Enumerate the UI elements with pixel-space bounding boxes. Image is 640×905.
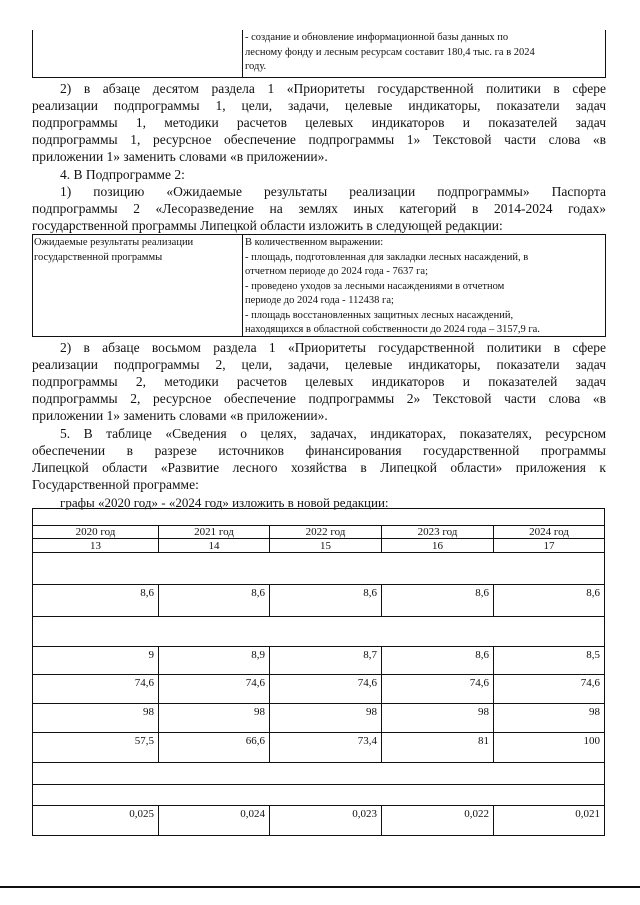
table-cell: 81: [382, 733, 494, 763]
table-cell: 0,021: [494, 806, 605, 836]
year-header: 2021 год: [159, 526, 270, 539]
table-section-row: [33, 763, 605, 785]
table-section-row: [33, 617, 605, 647]
text-line: государственной программы Липецкой области изложить в следующей редакции:: [32, 218, 503, 233]
table-cell: 0,025: [33, 806, 159, 836]
cell-line: В количественном выражении:: [245, 237, 384, 248]
text-line: приложении 1» заменить словами «в приложении».: [32, 149, 328, 164]
cell-line: - создание и обновление информационной базы данных по: [245, 32, 509, 43]
year-header: 2024 год: [494, 526, 605, 539]
table-cell: 100: [494, 733, 605, 763]
text-line: Липецкой области «Развитие лесного хозяйства в Липецкой области» приложения к: [32, 460, 606, 475]
table-cell: 98: [159, 704, 270, 733]
column-number: 14: [159, 539, 270, 553]
paragraph-4: [32, 339, 606, 424]
table-section-row: [33, 553, 605, 585]
text-line: приложении 1» заменить словами «в приложении».: [32, 408, 328, 423]
table-cell: 74,6: [270, 675, 382, 704]
table-cell: [33, 617, 605, 647]
text-line: 1) позицию «Ожидаемые результаты реализации подпрограммы» Паспорта: [60, 184, 606, 199]
text-line: графы «2020 год» - «2024 год» изложить в новой редакции:: [60, 495, 389, 510]
table-row: [33, 675, 605, 704]
text-line: подпрограммы 2, методики расчетов целевых индикаторов и показателей задач: [32, 374, 606, 389]
text-line: подпрограммы 1, ресурсное обеспечение подпрограммы 1» Текстовой части слова «в: [32, 132, 606, 147]
table-cell: 9: [33, 647, 159, 675]
table-cell: 57,5: [33, 733, 159, 763]
column-number: 16: [382, 539, 494, 553]
page-bottom-rule: [0, 886, 640, 888]
table-cell: [33, 785, 605, 806]
table-cell: 8,6: [270, 585, 382, 617]
paragraph-5: [32, 425, 606, 493]
text-line: реализации подпрограммы 2, цели, задачи, целевые индикаторы, показатели задач: [32, 357, 606, 372]
years-table: [32, 508, 605, 836]
table-cell: 74,6: [382, 675, 494, 704]
table-cell: 8,5: [494, 647, 605, 675]
cell-line: - площадь, подготовленная для закладки лесных насаждений, в: [245, 251, 529, 263]
text-line: обеспечении в разрезе источников финансирования государственной программы: [32, 443, 606, 458]
top-table-divider: [242, 30, 243, 77]
table-cell: 0,023: [270, 806, 382, 836]
cell-line: лесному фонду и лесным ресурсам составит 180,4 тыс. га в 2024: [245, 46, 535, 58]
table-cell: 74,6: [33, 675, 159, 704]
passport-table: [32, 234, 606, 337]
cell-line: периоде до 2024 года - 112438 га;: [245, 295, 394, 306]
column-number: 17: [494, 539, 605, 553]
table-cell: [33, 509, 605, 526]
table-cell: 98: [382, 704, 494, 733]
cell-line: - площадь восстановленных защитных лесных насаждений,: [245, 309, 514, 321]
text-line: 2) в абзаце десятом раздела 1 «Приоритеты государственной политики в сфере: [60, 81, 606, 96]
table-row: [33, 647, 605, 675]
table-row: [33, 733, 605, 763]
paragraph-1: [32, 80, 606, 165]
table-cell: 0,024: [159, 806, 270, 836]
table-cell: 0,022: [382, 806, 494, 836]
year-header: 2022 год: [270, 526, 382, 539]
table-cell: 98: [33, 704, 159, 733]
text-line: 4. В Подпрограмме 2:: [60, 167, 185, 182]
text-line: реализации подпрограммы 1, цели, задачи, целевые индикаторы, показатели задач: [32, 98, 606, 113]
cell-line: отчетном периоде до 2024 года - 7637 га;: [245, 266, 428, 277]
text-line: подпрограммы 1, методики расчетов целевых индикаторов и показателей задач: [32, 115, 606, 130]
year-header: 2020 год: [33, 526, 159, 539]
table-cell: 8,7: [270, 647, 382, 675]
table-row: [33, 806, 605, 836]
table-row: [33, 585, 605, 617]
column-number: 13: [33, 539, 159, 553]
table-cell: 8,6: [33, 585, 159, 617]
text-line: 2) в абзаце восьмом раздела 1 «Приоритеты государственной политики в сфере: [60, 340, 606, 355]
passport-right-cell: [245, 236, 605, 338]
table-cell: 74,6: [494, 675, 605, 704]
year-header: 2023 год: [382, 526, 494, 539]
cell-line: - проведено уходов за лесными насаждениями в отчетном: [245, 280, 505, 292]
text-line: подпрограммы 2 «Лесоразведение на землях иных категорий в 2014-2024 годах»: [32, 201, 606, 216]
text-line: 5. В таблице «Сведения о целях, задачах, индикаторах, показателях, ресурсном: [60, 426, 606, 441]
passport-divider: [242, 235, 243, 336]
column-number: 15: [270, 539, 382, 553]
text-line: Государственной программе:: [32, 477, 199, 492]
cell-line: Ожидаемые результаты реализации: [34, 237, 194, 248]
table-cell: 8,6: [159, 585, 270, 617]
cell-line: государственной программы: [34, 251, 163, 263]
table-top-row: [33, 509, 605, 526]
table-cell: 66,6: [159, 733, 270, 763]
table-cell: 8,6: [382, 647, 494, 675]
table-cell: 73,4: [270, 733, 382, 763]
table-cell: 8,6: [494, 585, 605, 617]
table-cell: 98: [270, 704, 382, 733]
cell-line: году.: [245, 61, 267, 72]
table-cell: [33, 763, 605, 785]
paragraph-2: [32, 166, 606, 183]
table-cell: [33, 553, 605, 585]
table-cell: 8,6: [382, 585, 494, 617]
table-cell: 74,6: [159, 675, 270, 704]
top-table-right-cell: [245, 31, 603, 75]
table-section-row: [33, 785, 605, 806]
table-colnum-row: [33, 539, 605, 553]
top-table: [32, 30, 606, 78]
text-line: подпрограммы 2, ресурсное обеспечение подпрограммы 2» Текстовой части слова «в: [32, 391, 606, 406]
table-cell: 8,9: [159, 647, 270, 675]
table-header-row: [33, 526, 605, 539]
table-cell: 98: [494, 704, 605, 733]
cell-line: находящихся в областной собственности до 2024 года – 3157,9 га.: [245, 324, 540, 335]
table-row: [33, 704, 605, 733]
passport-left-cell: [34, 236, 239, 265]
paragraph-3: [32, 183, 606, 234]
